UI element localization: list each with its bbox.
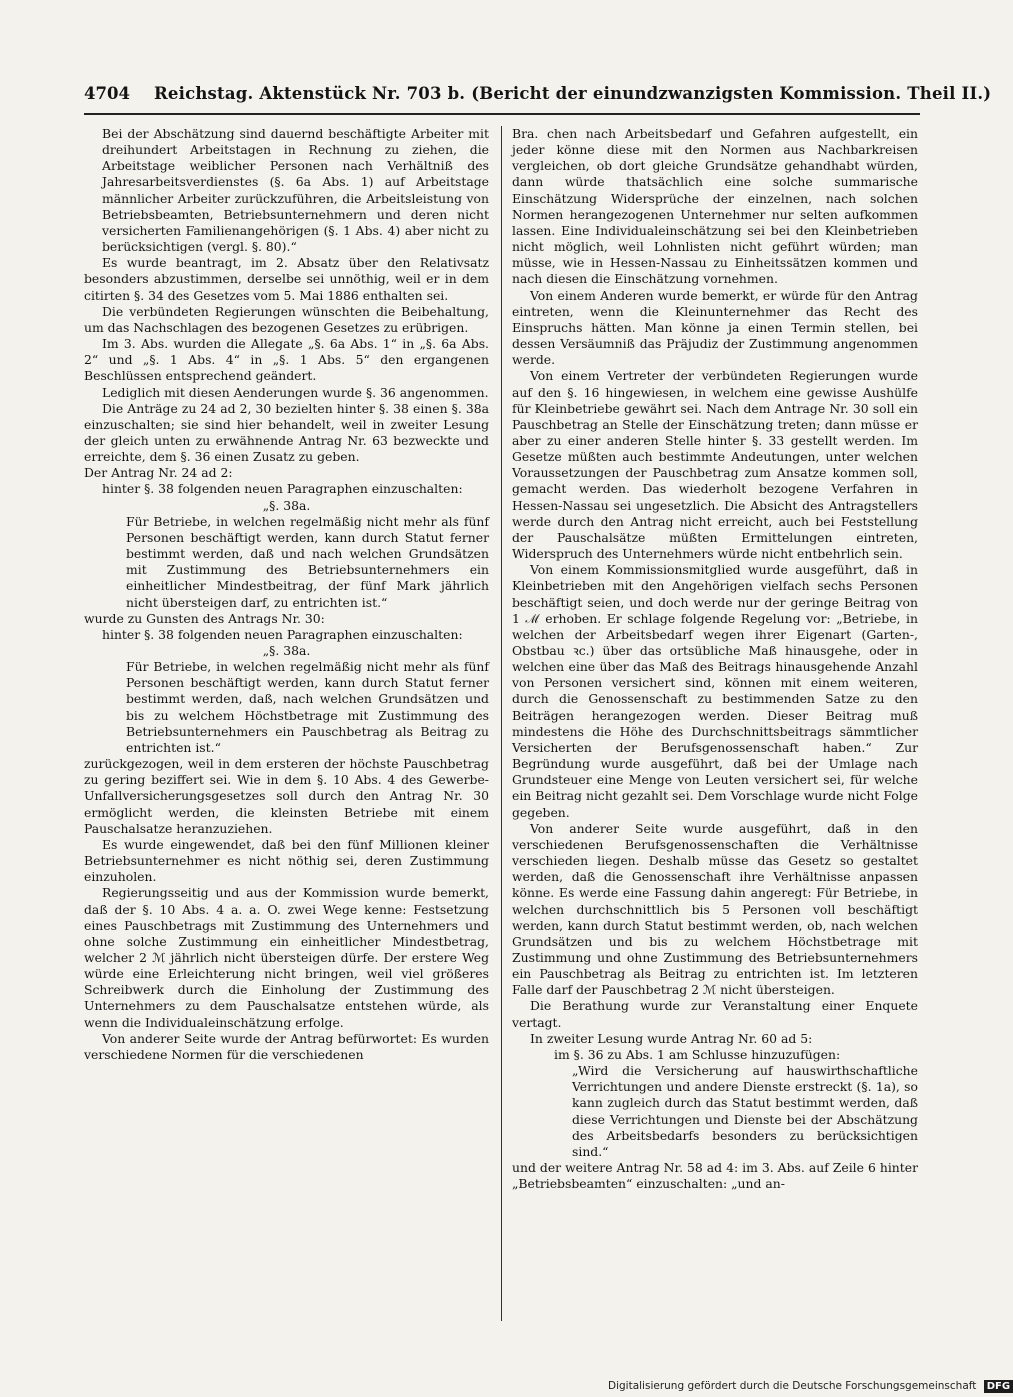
quoted-paragraph: Für Betriebe, in welchen regelmäßig nicht mehr als fünf Personen beschäftigt werden, kann durch Statut ferner bestimmt werden, daß, nach welchen Grundsätzen und bis zu welchem Höchstbetrage mit Zustimmung des Betriebsunternehmers ein Pauschbetrag als Beitrag zu entrichten ist.“: [126, 659, 489, 755]
paragraph: Bra. chen nach Arbeitsbedarf und Gefahren aufgestellt, ein jeder könne diese mit den Normen aus Nachbarkreisen vergleichen, ob dort gleiche Grundsätze gehandhabt würden, dann würde thatsächlich eine solche summarische Einschätzung Widersprüche der einzelnen, nach solchen Normen herangezogenen Unternehmer nur selten aufkommen lassen. Eine Individualeinschätzung sei bei den Kleinbetrieben nicht möglich, weil Lohnlisten nicht geführt würden; man müsse, wie in Hessen-Nassau zu Einheitssätzen kommen und nach diesen die Einschätzung vornehmen.: [512, 126, 918, 287]
paragraph: Von anderer Seite wurde der Antrag befürwortet: Es wurden verschiedene Normen für die verschiedenen: [84, 1030, 489, 1062]
paragraph: Von anderer Seite wurde ausgeführt, daß in den verschiedenen Berufsgenossenschaften die Verhältnisse verschieden liegen. Deshalb müsse das Gesetz so gestaltet werden, daß die Genossenschaft ihre Verhältnisse anpassen könne. Es werde eine Fassung dahin angeregt: Für Betriebe, in welchen durchschnittlich bis 5 Personen voll beschäftigt werden, kann durch Statut bestimmt werden, ob, nach welchen Grundsätzen und bis zu welchem Höchstbetrage mit Zustimmung und ohne Zustimmung des Betriebsunternehmers ein Pauschbetrag als Beitrag zu entrichten ist. Im letzteren Falle darf der Pauschbetrag 2 ℳ nicht übersteigen.: [512, 820, 918, 998]
instruction-text: hinter §. 38 folgenden neuen Paragraphen einzuschalten:: [102, 481, 463, 497]
quoted-paragraph: „Wird die Versicherung auf hauswirthschaftliche Verrichtungen und andere Dienste erstreckt (§. 1a), so kann zugleich durch das Statut bestimmt werden, daß diese Verrichtungen und Dienste bei der Abschätzung des Arbeitsbedarfs besonders zu berücksichtigen sind.“: [572, 1063, 918, 1159]
paragraph: wurde zu Gunsten des Antrags Nr. 30:: [84, 610, 325, 626]
running-title: Reichstag. Aktenstück Nr. 703 b. (Bericht der einundzwanzigsten Kommission. Theil II.): [154, 84, 992, 103]
instruction-text: hinter §. 38 folgenden neuen Paragraphen einzuschalten:: [102, 626, 463, 642]
paragraph: zurückgezogen, weil in dem ersteren der höchste Pauschbetrag zu gering beziffert sei. Wie in dem §. 10 Abs. 4 des Gewerbe-Unfallversicherungsgesetzes soll durch den Antrag Nr. 30 ermöglicht werden, die kleinsten Betriebe mit einem Pauschalsatze heranzuziehen.: [84, 756, 489, 836]
footer-text: Digitalisierung gefördert durch die Deutsche Forschungsgemeinschaft: [608, 1380, 977, 1392]
funding-footer: [608, 1380, 1013, 1395]
right-column: [512, 126, 918, 1321]
paragraph: Die verbündeten Regierungen wünschten die Beibehaltung, um das Nachschlagen des bezogenen Gesetzes zu erübrigen.: [84, 303, 489, 335]
page-header: [84, 84, 992, 108]
paragraph: In zweiter Lesung wurde Antrag Nr. 60 ad 5:: [530, 1030, 813, 1046]
paragraph: Im 3. Abs. wurden die Allegate „§. 6a Abs. 1“ in „§. 6a Abs. 2“ und „§. 1 Abs. 4“ in „§. 1 Abs. 5“ den ergangenen Beschlüssen entsprechend geändert.: [84, 336, 489, 384]
paragraph: Es wurde eingewendet, daß bei den fünf Millionen kleiner Betriebsunternehmer es nicht nöthig sei, deren Zustimmung einzuholen.: [84, 836, 489, 885]
paragraph: Lediglich mit diesen Aenderungen wurde §. 36 angenommen.: [102, 384, 489, 400]
paragraph: Die Anträge zu 24 ad 2, 30 bezielten hinter §. 38 einen §. 38a einzuschalten; sie sind hier behandelt, weil in zweiter Lesung der gleich unten zu erwähnende Antrag Nr. 63 bezweckte und erreichte, dem §. 36 einen Zusatz zu geben.: [84, 400, 489, 465]
page-number: 4704: [84, 84, 130, 103]
instruction-text: im §. 36 zu Abs. 1 am Schlusse hinzuzufügen:: [554, 1046, 841, 1062]
quoted-paragraph: Für Betriebe, in welchen regelmäßig nicht mehr als fünf Personen beschäftigt werden, kann durch Statut ferner bestimmt werden, daß und nach welchen Grundsätzen mit Zustimmung des Betriebsunternehmers ein einheitlicher Mindestbeitrag, der fünf Mark jährlich nicht übersteigen darf, zu entrichten ist.“: [126, 513, 489, 610]
section-heading: „§. 38a.: [262, 643, 311, 658]
paragraph: Die Berathung wurde zur Veranstaltung einer Enquete vertagt.: [512, 998, 918, 1030]
paragraph: Der Antrag Nr. 24 ad 2:: [84, 465, 233, 481]
paragraph: und der weitere Antrag Nr. 58 ad 4: im 3. Abs. auf Zeile 6 hinter „Betriebsbeamten“ einzuschalten: „und an-: [512, 1160, 918, 1192]
paragraph: Von einem Anderen wurde bemerkt, er würde für den Antrag eintreten, wenn die Kleinunternehmer das Recht des Einspruchs hätten. Man könne ja einen Termin stellen, bei dessen Versäumniß das Präjudiz der Zustimmung angenommen werde.: [512, 287, 918, 368]
dfg-logo: DFG: [984, 1380, 1013, 1393]
header-rule: [84, 113, 920, 115]
section-heading: „§. 38a.: [262, 497, 311, 513]
left-column: [84, 126, 489, 1321]
column-divider: [501, 126, 502, 1321]
quoted-paragraph: Bei der Abschätzung sind dauernd beschäftigte Arbeiter mit dreihundert Arbeitstagen in Rechnung zu ziehen, die Arbeitstage weiblicher Personen nach Verhältniß des Jahresarbeitsverdienstes (§. 6a Abs. 1) auf Arbeitstage männlicher Arbeiter zurückzuführen, die Arbeitsleistung von Betriebsbeamten, Betriebsunternehmern und deren nicht versicherten Familienangehörigen (§. 1 Abs. 4) aber nicht zu berücksichtigen (vergl. §. 80).“: [102, 126, 489, 255]
paragraph: Regierungsseitig und aus der Kommission wurde bemerkt, daß der §. 10 Abs. 4 a. a. O. zwei Wege kenne: Festsetzung eines Pauschbetrags mit Zustimmung des Unternehmers und ohne solche Zustimmung ein einheitlicher Mindestbetrag, welcher 2 ℳ jährlich nicht übersteigen dürfe. Der erstere Weg würde eine Erleichterung nicht bringen, weil viel größeres Schreibwerk durch die Einholung der Zustimmung des Unternehmers zu dem Pauschalsatze entstehen würde, als wenn die Individualeinschätzung erfolge.: [84, 885, 489, 1030]
paragraph: Von einem Vertreter der verbündeten Regierungen wurde auf den §. 16 hingewiesen, in welchem eine gewisse Aushülfe für Kleinbetriebe gewährt sei. Nach dem Antrage Nr. 30 soll ein Pauschbetrag an Stelle der Einschätzung treten; dann müsse er aber zu einer anderen Stelle hinter §. 33 gestellt werden. Im Gesetze müßten auch bestimmte Andeutungen, unter welchen Voraussetzungen der Pauschbetrag zum Ansatze kommen soll, gemacht werden. Das wiederholt bezogene Verfahren in Hessen-Nassau sei ungesetzlich. Die Absicht des Antragstellers werde durch den Antrag nicht erreicht, auch bei Feststellung der Pauschalsätze müßten Ermittelungen eintreten, Widerspruch des Unternehmers würde nicht entbehrlich sein.: [512, 368, 918, 562]
paragraph: Von einem Kommissionsmitglied wurde ausgeführt, daß in Kleinbetrieben mit den Angehörigen vielfach sechs Personen beschäftigt seien, und doch werde nur der geringe Beitrag von 1 ℳ erhoben. Er schlage folgende Regelung vor: „Betriebe, in welchen der Arbeitsbedarf wegen ihrer Eigenart (Garten-, Obstbau ꝛc.) über das ortsübliche Maß hinausgehe, oder in welchen eine über das Maß des Beitrags hinausgehende Anzahl von Personen versichert sind, können mit einem weiteren, durch die Genossenschaft zu bestimmenden Satze zu den Beiträgen herangezogen werden. Dieser Beitrag muß mindestens die Höhe des Durchschnittsbeitrags sämmtlicher Versicherten der Berufsgenossenschaft haben.“ Zur Begründung wurde ausgeführt, daß bei der Umlage nach Grundsteuer eine Menge von Leuten versichert sei, für welche ein Beitrag nicht gezahlt sei. Dem Vorschlage wurde nicht Folge gegeben.: [512, 562, 918, 820]
paragraph: Es wurde beantragt, im 2. Absatz über den Relativsatz besonders abzustimmen, derselbe sei unnöthig, weil er in dem citirten §. 34 des Gesetzes vom 5. Mai 1886 enthalten sei.: [84, 255, 489, 303]
